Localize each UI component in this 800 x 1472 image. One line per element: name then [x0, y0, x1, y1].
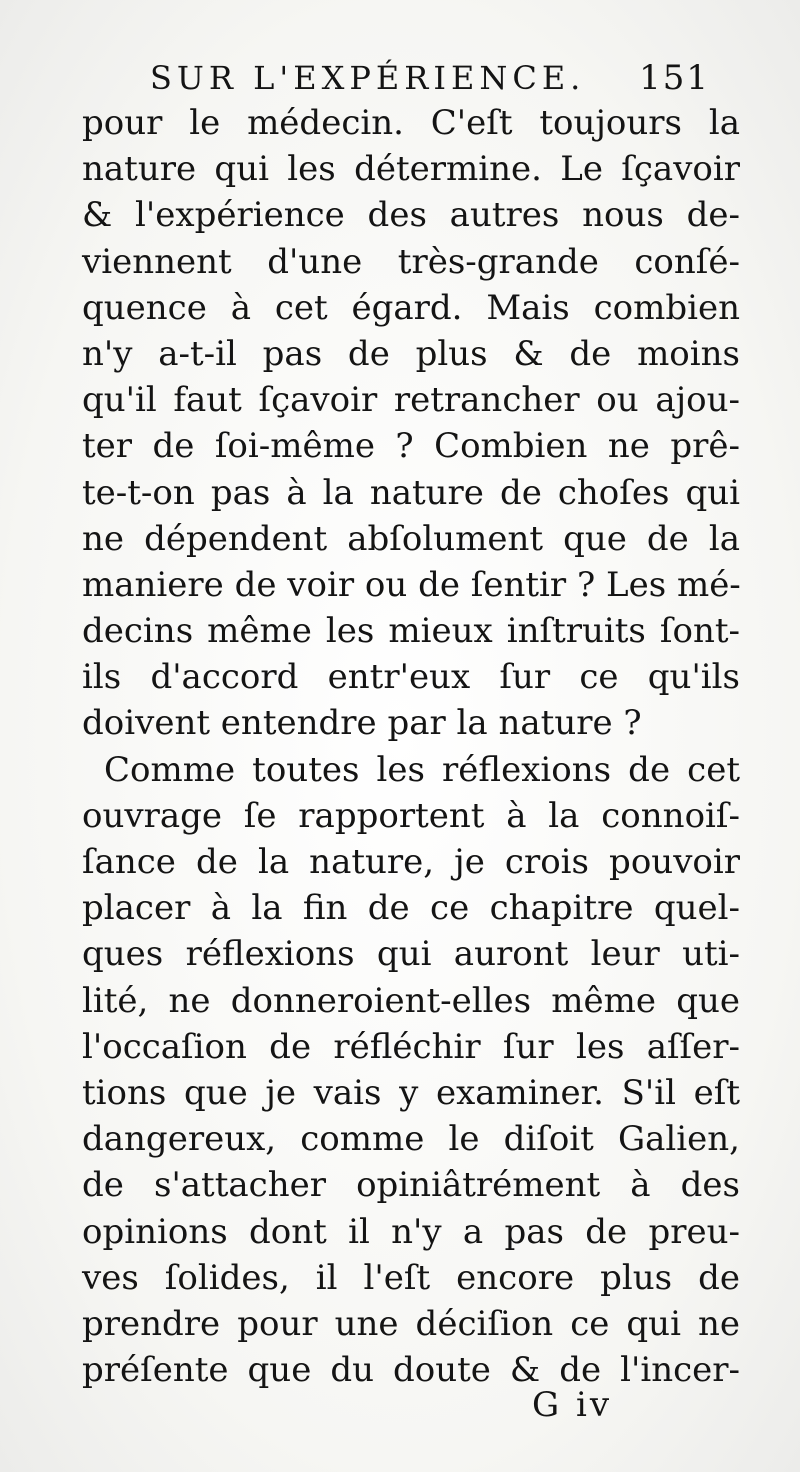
- text-line: ne dépendent abſolument que de la: [82, 518, 740, 559]
- text-line: decins même les mieux inſtruits ſont-: [82, 611, 740, 652]
- text-line: dangereux, comme le diſoit Galien,: [82, 1119, 740, 1160]
- paragraph-start-line: Comme toutes les réflexions de cet: [104, 749, 740, 790]
- text-line: & l'expérience des autres nous de-: [82, 195, 740, 236]
- signature-mark: G iv: [532, 1385, 613, 1425]
- text-line: tions que je vais y examiner. S'il eſt: [82, 1072, 740, 1113]
- text-line: pour le médecin. C'eſt toujours la: [82, 103, 740, 143]
- running-head-title: SUR L'EXPÉRIENCE.: [150, 59, 586, 97]
- text-line: l'occaſion de réfléchir ſur les aſſer-: [82, 1026, 740, 1067]
- text-line: ils d'accord entr'eux ſur ce qu'ils: [82, 657, 740, 698]
- text-line: n'y a-t-il pas de plus & de moins: [82, 333, 740, 374]
- text-line: de s'attacher opiniâtrément à des: [82, 1165, 740, 1206]
- paragraph-end-line: doivent entendre par la nature ?: [82, 703, 642, 744]
- text-line: prendre pour une déciſion ce qui ne: [82, 1303, 740, 1344]
- text-line: ter de ſoi-même ? Combien ne prê-: [82, 426, 740, 467]
- text-line: viennent d'une très-grande conſé-: [82, 241, 740, 282]
- text-line: ques réflexions qui auront leur uti-: [82, 934, 740, 975]
- page-number: 151: [639, 58, 710, 98]
- text-line: maniere de voir ou de ſentir ? Les mé-: [82, 564, 741, 605]
- text-line: ſance de la nature, je crois pouvoir: [82, 842, 740, 882]
- text-line: te-t-on pas à la nature de choſes qui: [82, 472, 740, 513]
- text-line: lité, ne donneroient-elles même que: [82, 980, 740, 1021]
- text-line: ves ſolides, il l'eſt encore plus de: [82, 1257, 740, 1298]
- text-line: qu'il faut ſçavoir retrancher ou ajou-: [82, 380, 740, 421]
- text-line: ouvrage ſe rapportent à la connoiſ-: [82, 795, 740, 836]
- running-head: [150, 52, 710, 104]
- text-line: opinions dont il n'y a pas de preu-: [82, 1211, 740, 1252]
- text-line: préſente que du doute & de l'incer-: [82, 1350, 740, 1391]
- body-text: [82, 100, 740, 1393]
- text-line: quence à cet égard. Mais combien: [82, 287, 740, 328]
- text-line: placer à la fin de ce chapitre quel-: [82, 888, 740, 929]
- text-line: nature qui les détermine. Le ſçavoir: [82, 149, 740, 190]
